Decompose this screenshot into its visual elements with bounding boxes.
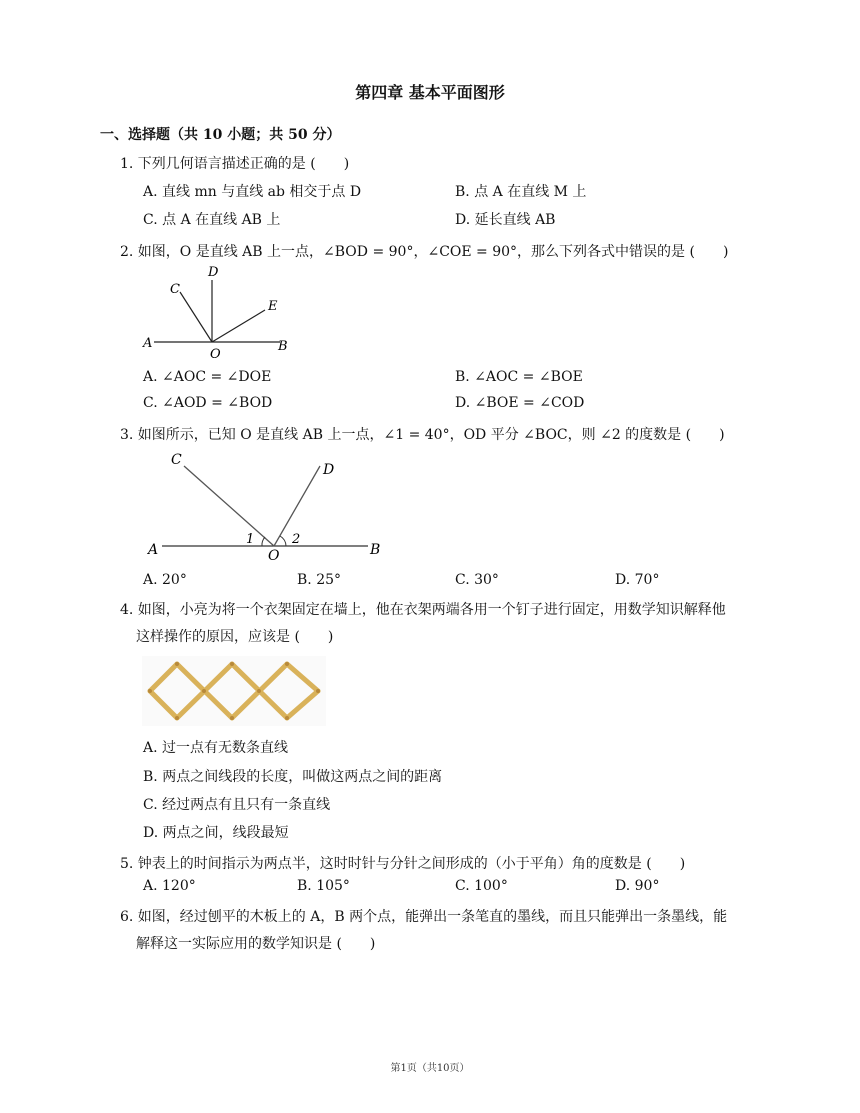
q3-label-b: B <box>370 542 381 558</box>
q2-label-a: A <box>143 336 153 351</box>
page-title: 第四章 基本平面图形 <box>355 83 505 102</box>
q2-label-b: B <box>278 339 288 354</box>
q2-option-a: A. ∠AOC = ∠DOE <box>143 369 272 385</box>
q3-label-c: C <box>171 452 182 468</box>
question-1-stem: 1. 下列几何语言描述正确的是 ( ) <box>120 156 350 172</box>
q3-label-o: O <box>268 548 280 564</box>
q4-option-b: B. 两点之间线段的长度，叫做这两点之间的距离 <box>143 769 443 785</box>
q3-option-b: B. 25° <box>297 572 342 588</box>
q3-option-a: A. 20° <box>143 572 187 588</box>
question-4-stem-line2: 这样操作的原因，应该是 ( ) <box>136 629 334 645</box>
q3-label-d: D <box>323 462 335 478</box>
q3-label-1: 1 <box>246 532 255 547</box>
q5-option-c: C. 100° <box>455 878 508 894</box>
q4-option-c: C. 经过两点有且只有一条直线 <box>143 797 331 813</box>
q1-option-d: D. 延长直线 AB <box>455 212 556 228</box>
question-6-stem-line1: 6. 如图，经过刨平的木板上的 A，B 两个点，能弹出一条笔直的墨线，而且只能弹出一条墨线，能 <box>120 909 728 925</box>
question-6-stem-line2: 解释这一实际应用的数学知识是 ( ) <box>136 936 376 952</box>
q1-option-a: A. 直线 mn 与直线 ab 相交于点 D <box>143 184 362 200</box>
section-heading: 一、选择题（共 10 小题；共 50 分） <box>100 127 341 143</box>
q3-figure <box>140 446 390 564</box>
q2-option-b: B. ∠AOC = ∠BOE <box>455 369 583 385</box>
q1-option-b: B. 点 A 在直线 M 上 <box>455 184 587 200</box>
q2-figure <box>140 262 300 362</box>
q2-option-c: C. ∠AOD = ∠BOD <box>143 395 273 411</box>
q2-label-o: O <box>210 347 221 362</box>
question-5-stem: 5. 钟表上的时间指示为两点半，这时时针与分针之间形成的（小于平角）角的度数是 ( ) <box>120 856 686 872</box>
q4-option-d: D. 两点之间，线段最短 <box>143 825 289 841</box>
page-footer: 第1页（共10页） <box>390 1063 470 1074</box>
q3-option-d: D. 70° <box>615 572 660 588</box>
q5-option-b: B. 105° <box>297 878 350 894</box>
q5-option-a: A. 120° <box>143 878 196 894</box>
q2-label-d: D <box>208 265 219 280</box>
q3-option-c: C. 30° <box>455 572 499 588</box>
q5-option-d: D. 90° <box>615 878 660 894</box>
q4-coat-rack-figure <box>142 656 326 726</box>
question-4-stem-line1: 4. 如图，小亮为将一个衣架固定在墙上，他在衣架两端各用一个钉子进行固定，用数学知识解释他 <box>120 602 726 618</box>
q3-label-a: A <box>148 542 159 558</box>
question-3-stem: 3. 如图所示，已知 O 是直线 AB 上一点，∠1 = 40°，OD 平分 ∠BOC，则 ∠2 的度数是 ( ) <box>120 427 725 443</box>
q1-option-c: C. 点 A 在直线 AB 上 <box>143 212 281 228</box>
q2-label-c: C <box>170 282 180 297</box>
q4-option-a: A. 过一点有无数条直线 <box>143 740 289 756</box>
question-2-stem: 2. 如图，O 是直线 AB 上一点，∠BOD = 90°，∠COE = 90°，那么下列各式中错误的是 ( ) <box>120 244 729 260</box>
q2-label-e: E <box>268 299 278 314</box>
q2-option-d: D. ∠BOE = ∠COD <box>455 395 585 411</box>
q3-label-2: 2 <box>292 532 301 547</box>
